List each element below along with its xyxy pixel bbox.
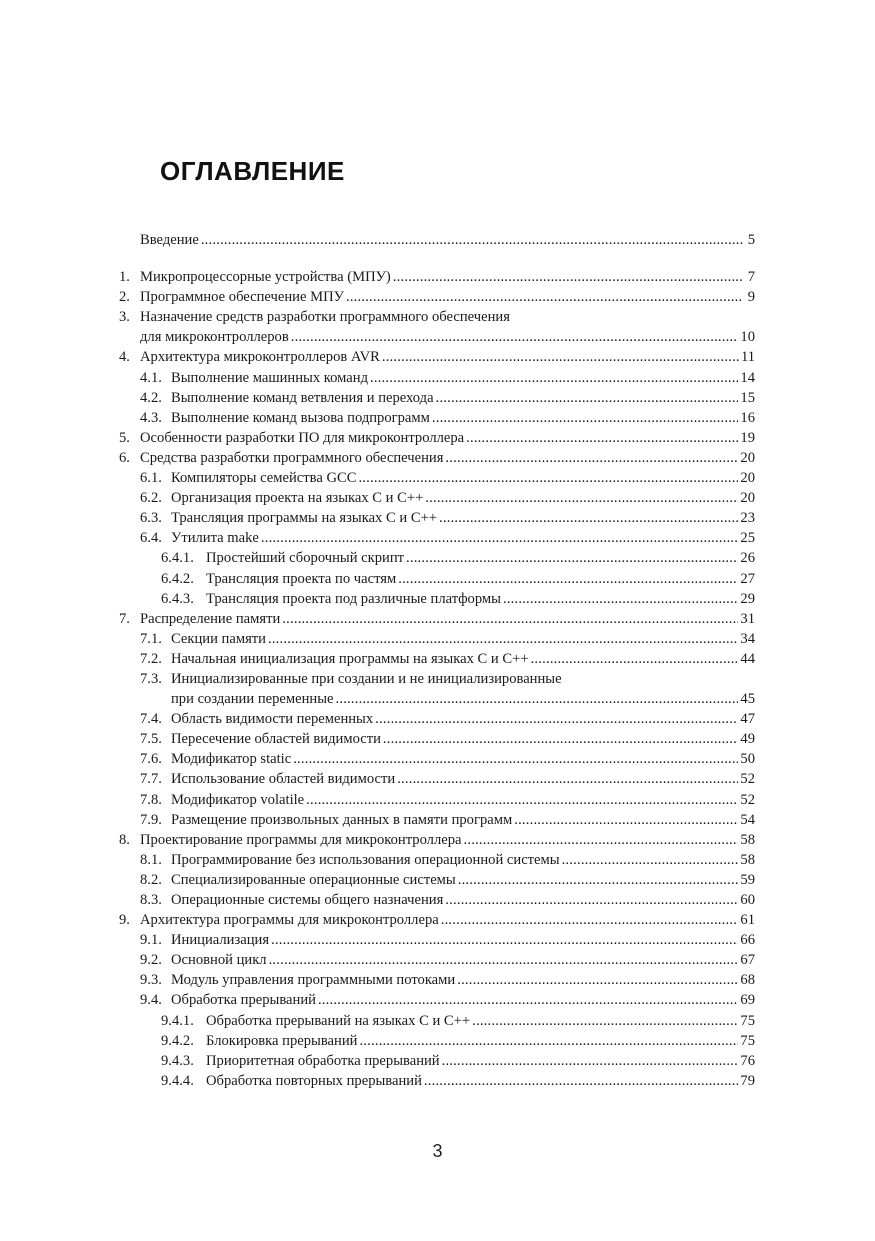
toc-leader-dots xyxy=(318,990,738,1010)
toc-entry xyxy=(119,930,755,950)
toc-entry xyxy=(119,468,755,488)
toc-leader-dots xyxy=(397,769,738,789)
toc-entry-title: Архитектура программы для микроконтроллера xyxy=(140,912,439,929)
toc-entry-title: Секции памяти xyxy=(171,630,266,647)
toc-entry-number: 9.4.4. xyxy=(161,1072,194,1089)
toc-entry-page: 10 xyxy=(740,329,755,346)
toc-entry-page: 19 xyxy=(740,429,755,446)
toc-leader-dots xyxy=(445,890,738,910)
toc-entry-title: Средства разработки программного обеспечения xyxy=(140,449,444,466)
toc-entry-page: 79 xyxy=(740,1072,755,1089)
toc-entry-page: 47 xyxy=(740,711,755,728)
toc-leader-dots xyxy=(370,368,738,388)
toc-entry xyxy=(119,689,755,709)
toc-entry-page: 67 xyxy=(740,952,755,969)
toc-leader-dots xyxy=(306,790,738,810)
toc-entry xyxy=(119,230,755,250)
toc-entry-title: Блокировка прерываний xyxy=(206,1032,358,1049)
toc-entry-page: 5 xyxy=(747,232,755,248)
toc-entry-page: 25 xyxy=(740,530,755,547)
toc-entry xyxy=(119,609,755,629)
toc-entry-title: Пересечение областей видимости xyxy=(171,731,381,748)
toc-leader-dots xyxy=(464,830,739,850)
toc-leader-dots xyxy=(432,408,739,428)
toc-entry-page: 23 xyxy=(740,510,755,527)
toc-entry-title: Программирование без использования операционной системы xyxy=(171,851,560,868)
toc-entry-title: Программное обеспечение МПУ xyxy=(140,289,344,306)
toc-entry-number: 6.3. xyxy=(140,510,162,527)
toc-entry xyxy=(119,629,755,649)
toc-entry-page: 44 xyxy=(740,650,755,667)
toc-entry-page: 49 xyxy=(740,731,755,748)
toc-entry-number: 6.4. xyxy=(140,530,162,547)
toc-entry xyxy=(119,528,755,548)
toc-entry xyxy=(119,569,755,589)
toc-entry-page: 45 xyxy=(740,691,755,708)
toc-entry xyxy=(119,368,755,388)
toc-leader-dots xyxy=(458,870,739,890)
toc-entry xyxy=(119,1071,755,1091)
toc-leader-dots xyxy=(424,1071,739,1091)
toc-leader-dots xyxy=(291,327,739,347)
toc-entry xyxy=(119,830,755,850)
toc-entry-number: 7.1. xyxy=(140,630,162,647)
toc-entry-page: 69 xyxy=(740,992,755,1009)
toc-entry xyxy=(119,287,755,307)
toc-leader-dots xyxy=(425,488,738,508)
toc-entry xyxy=(119,850,755,870)
toc-leader-dots xyxy=(514,810,738,830)
toc-entry xyxy=(119,488,755,508)
toc-entry xyxy=(119,508,755,528)
toc-entry-number: 6.1. xyxy=(140,470,162,487)
toc-leader-dots xyxy=(269,950,739,970)
toc-leader-dots xyxy=(472,1011,738,1031)
toc-entry xyxy=(119,1031,755,1051)
toc-entry-title: Трансляция программы на языках C и C++ xyxy=(171,510,438,527)
toc-entry-title: Начальная инициализация программы на языках C и C++ xyxy=(171,650,529,667)
toc-entry-title: Инициализированные при создании и не инициализированные xyxy=(171,670,562,687)
toc-entry-number: 8.3. xyxy=(140,892,162,908)
toc-entry xyxy=(119,327,755,347)
toc-entry-page: 50 xyxy=(740,751,755,768)
toc-leader-dots xyxy=(457,970,738,990)
toc-entry-page: 68 xyxy=(740,972,755,989)
toc-entry-number: 5. xyxy=(119,429,130,446)
table-of-contents xyxy=(119,230,755,1091)
toc-entry-page: 14 xyxy=(740,369,755,386)
toc-entry-title: при создании переменные xyxy=(171,691,334,708)
toc-entry-page: 26 xyxy=(740,550,755,567)
toc-entry-number: 6.4.1. xyxy=(161,550,194,567)
toc-entry xyxy=(119,950,755,970)
toc-leader-dots xyxy=(393,267,743,287)
toc-entry-number: 9.4.1. xyxy=(161,1012,194,1029)
toc-entry-title: Проектирование программы для микроконтроллера xyxy=(140,831,462,848)
toc-entry-title: Основной цикл xyxy=(171,952,267,969)
toc-entry-number: 7.8. xyxy=(140,791,162,808)
toc-entry-number: 6.2. xyxy=(140,490,162,507)
toc-entry xyxy=(119,548,755,568)
toc-entry xyxy=(119,649,755,669)
toc-leader-dots xyxy=(201,230,743,250)
toc-entry-title: Операционные системы общего назначения xyxy=(171,892,444,908)
toc-entry xyxy=(119,870,755,890)
toc-entry-title: Трансляция проекта по частям xyxy=(206,570,397,587)
toc-entry-title: Утилита make xyxy=(171,530,259,547)
toc-entry-number: 7.9. xyxy=(140,811,162,828)
toc-entry-page: 75 xyxy=(740,1032,755,1049)
toc-entry-page: 20 xyxy=(740,490,755,507)
toc-entry-page: 31 xyxy=(740,610,755,627)
toc-entry-number: 7.6. xyxy=(140,751,162,768)
toc-entry-page: 16 xyxy=(740,409,755,426)
toc-entry-number: 4.2. xyxy=(140,389,162,406)
toc-leader-dots xyxy=(466,428,738,448)
toc-leader-dots xyxy=(445,448,738,468)
toc-entry-title: Специализированные операционные системы xyxy=(171,871,456,888)
toc-entry-title: Введение xyxy=(140,232,199,248)
toc-entry-title: Приоритетная обработка прерываний xyxy=(206,1052,440,1069)
toc-entry-page: 52 xyxy=(740,791,755,808)
toc-entry-number: 2. xyxy=(119,289,130,306)
toc-entry xyxy=(119,589,755,609)
toc-entry-title: Выполнение машинных команд xyxy=(171,369,369,386)
toc-entry-page: 29 xyxy=(740,590,755,607)
toc-entry-number: 7.7. xyxy=(140,771,162,788)
toc-entry xyxy=(119,347,755,367)
toc-entry xyxy=(119,810,755,830)
toc-entry-number: 1. xyxy=(119,269,130,286)
toc-entry-number: 8.2. xyxy=(140,871,162,888)
toc-entry-title: Использование областей видимости xyxy=(171,771,396,788)
toc-leader-dots xyxy=(375,709,738,729)
toc-entry-title: Распределение памяти xyxy=(140,610,281,627)
toc-entry xyxy=(119,709,755,729)
toc-entry-number: 7.3. xyxy=(140,670,162,687)
toc-entry-title: Выполнение команд вызова подпрограмм xyxy=(171,409,430,426)
toc-leader-dots xyxy=(336,689,739,709)
toc-entry-number: 6.4.2. xyxy=(161,570,194,587)
toc-entry xyxy=(119,990,755,1010)
toc-leader-dots xyxy=(439,508,738,528)
toc-entry xyxy=(119,749,755,769)
toc-leader-dots xyxy=(503,589,738,609)
toc-entry-number: 3. xyxy=(119,309,130,326)
toc-entry xyxy=(119,669,755,689)
toc-entry xyxy=(119,970,755,990)
toc-entry-number: 7.4. xyxy=(140,711,162,728)
toc-entry-title: для микроконтроллеров xyxy=(140,329,289,346)
toc-entry-number: 9.4. xyxy=(140,992,162,1009)
toc-entry-title: Размещение произвольных данных в памяти программ xyxy=(171,811,513,828)
toc-entry-page: 11 xyxy=(740,349,755,366)
toc-entry-number: 7.5. xyxy=(140,731,162,748)
toc-entry-page: 20 xyxy=(740,449,755,466)
toc-entry xyxy=(119,790,755,810)
toc-entry-title: Компиляторы семейства GCC xyxy=(171,470,357,487)
toc-entry-page: 66 xyxy=(740,932,755,949)
toc-entry-title: Инициализация xyxy=(171,932,270,949)
toc-entry-title: Обработка повторных прерываний xyxy=(206,1072,422,1089)
toc-entry-page: 61 xyxy=(740,912,755,929)
toc-entry xyxy=(119,769,755,789)
toc-leader-dots xyxy=(358,468,738,488)
toc-entry-page: 58 xyxy=(740,851,755,868)
toc-leader-dots xyxy=(441,910,739,930)
toc-entry-page: 9 xyxy=(747,289,755,306)
toc-entry xyxy=(119,428,755,448)
toc-entry-number: 8. xyxy=(119,831,130,848)
toc-leader-dots xyxy=(346,287,743,307)
toc-leader-dots xyxy=(398,569,738,589)
toc-leader-dots xyxy=(271,930,738,950)
toc-entry-title: Организация проекта на языках C и C++ xyxy=(171,490,424,507)
toc-entry-title: Модуль управления программными потоками xyxy=(171,972,456,989)
toc-entry-title: Назначение средств разработки программного обеспечения xyxy=(140,309,510,326)
toc-entry-page: 52 xyxy=(740,771,755,788)
page-number: 3 xyxy=(432,1141,443,1161)
toc-entry-title: Выполнение команд ветвления и перехода xyxy=(171,389,434,406)
toc-leader-dots xyxy=(562,850,739,870)
toc-entry-page: 54 xyxy=(740,811,755,828)
toc-entry xyxy=(119,1051,755,1071)
toc-entry-page: 75 xyxy=(740,1012,755,1029)
toc-entry xyxy=(119,408,755,428)
toc-entry-number: 9.1. xyxy=(140,932,162,949)
toc-entry-number: 4.1. xyxy=(140,369,162,386)
toc-entry-page: 27 xyxy=(740,570,755,587)
toc-entry-title: Модификатор static xyxy=(171,751,292,768)
toc-entry xyxy=(119,267,755,287)
toc-entry-title: Архитектура микроконтроллеров AVR xyxy=(140,349,380,366)
toc-leader-dots xyxy=(359,1031,738,1051)
toc-entry-title: Трансляция проекта под различные платформы xyxy=(206,590,501,607)
toc-entry-page: 59 xyxy=(740,871,755,888)
toc-entry-page: 60 xyxy=(740,892,755,908)
toc-leader-dots xyxy=(406,548,738,568)
toc-entry-number: 7. xyxy=(119,610,130,627)
toc-leader-dots xyxy=(382,347,739,367)
toc-entry xyxy=(119,388,755,408)
toc-entry xyxy=(119,910,755,930)
toc-entry-number: 4.3. xyxy=(140,409,162,426)
toc-leader-dots xyxy=(268,629,738,649)
toc-entry-number: 9.4.3. xyxy=(161,1052,194,1069)
toc-entry-title: Особенности разработки ПО для микроконтроллера xyxy=(140,429,465,446)
toc-leader-dots xyxy=(282,609,738,629)
toc-entry-page: 76 xyxy=(740,1052,755,1069)
toc-leader-dots xyxy=(293,749,738,769)
toc-entry-number: 9.2. xyxy=(140,952,162,969)
page-title: ОГЛАВЛЕНИЕ xyxy=(160,156,345,186)
toc-leader-dots xyxy=(383,729,739,749)
toc-entry xyxy=(119,1011,755,1031)
toc-entry-number: 4. xyxy=(119,349,130,366)
toc-entry xyxy=(119,890,755,910)
toc-entry-page: 34 xyxy=(740,630,755,647)
toc-entry-number: 9.4.2. xyxy=(161,1032,194,1049)
toc-entry-page: 15 xyxy=(740,389,755,406)
toc-entry xyxy=(119,729,755,749)
toc-entry-page: 7 xyxy=(747,269,755,286)
toc-entry xyxy=(119,307,755,327)
toc-entry-title: Обработка прерываний xyxy=(171,992,316,1009)
toc-entry-title: Область видимости переменных xyxy=(171,711,374,728)
toc-entry-page: 20 xyxy=(740,470,755,487)
toc-entry-number: 7.2. xyxy=(140,650,162,667)
toc-leader-dots xyxy=(261,528,739,548)
toc-entry-number: 9. xyxy=(119,912,130,929)
toc-entry-title: Микропроцессорные устройства (МПУ) xyxy=(140,269,391,286)
toc-entry xyxy=(119,448,755,468)
toc-entry-title: Простейший сборочный скрипт xyxy=(206,550,405,567)
toc-entry-number: 6.4.3. xyxy=(161,590,194,607)
toc-entry-page: 58 xyxy=(740,831,755,848)
toc-leader-dots xyxy=(442,1051,739,1071)
toc-entry-title: Модификатор volatile xyxy=(171,791,305,808)
toc-entry-title: Обработка прерываний на языках C и C++ xyxy=(206,1012,471,1029)
toc-leader-dots xyxy=(436,388,739,408)
toc-entry-number: 8.1. xyxy=(140,851,162,868)
toc-leader-dots xyxy=(531,649,739,669)
toc-entry-number: 6. xyxy=(119,449,130,466)
toc-entry-number: 9.3. xyxy=(140,972,162,989)
